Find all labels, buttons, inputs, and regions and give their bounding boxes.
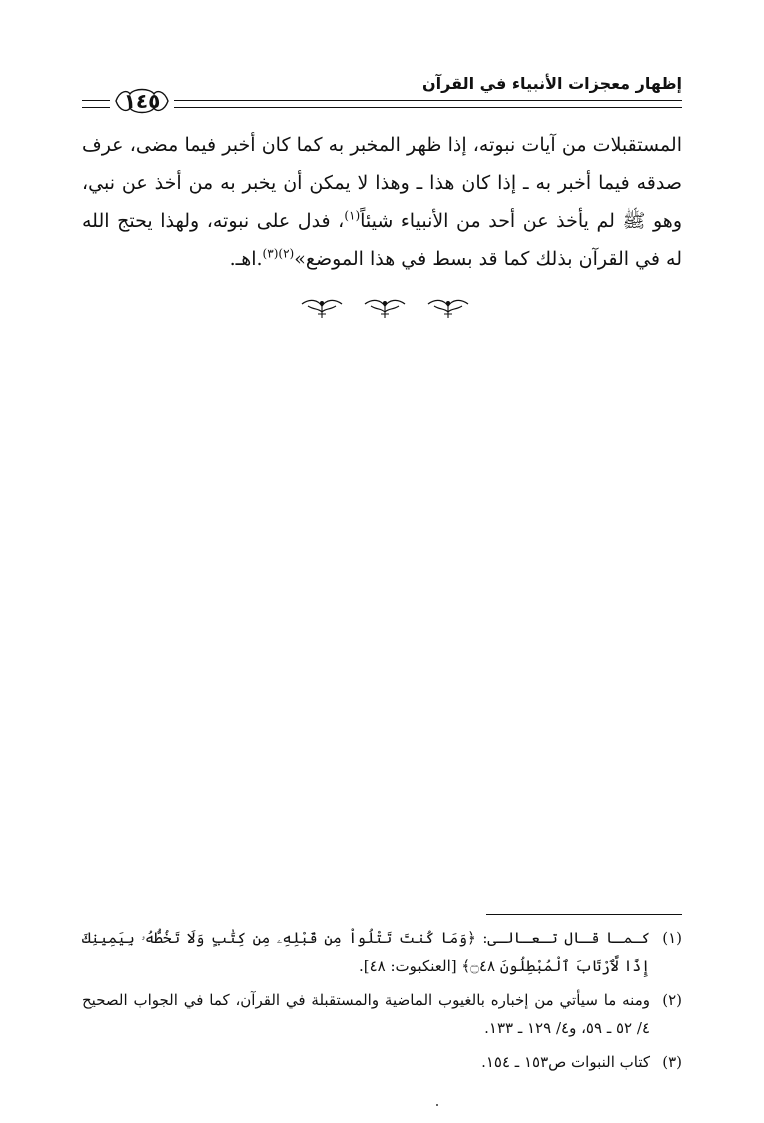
page-number-frame: [112, 86, 172, 116]
footnote-number: (٢): [662, 991, 682, 1009]
paragraph-part-3: .اهـ.: [229, 248, 263, 270]
floral-ornament-icon: [426, 296, 470, 320]
footnote-number: (٣): [662, 1053, 682, 1071]
page-number: ١٤٥: [123, 89, 161, 113]
footnote-ref-2: (٢): [278, 246, 295, 261]
footnote-item: [82, 1048, 682, 1076]
footnote-text: كتاب النبوات ص١٥٣ ـ ١٥٤.: [481, 1053, 650, 1071]
header-rule-left: [82, 100, 110, 108]
footnotes: [82, 924, 682, 1082]
footnote-ref-1: (١): [344, 208, 361, 223]
main-paragraph: [82, 126, 682, 278]
footnote-item: [82, 924, 682, 980]
footnote-number: (١): [662, 929, 682, 947]
scan-speck: [436, 1104, 438, 1106]
header-rule: [174, 100, 682, 108]
floral-ornament-icon: [363, 296, 407, 320]
footnote-ref-3: (٣): [262, 246, 279, 261]
footnote-text: كـمـا قـال تـعـالـى: ﴿وَمَا كُنتَ تَتْلُواْ مِن قَبْلِهِۦ مِن كِتَٰبٍ وَلَا تَخُطُّهُۥ بِيَمِينِكَ إِذًا لَّٱرْتَابَ ٱلْمُبْطِلُونَ ۝٤٨﴾ [العنكبوت: ٤٨].: [82, 929, 650, 975]
paragraph-part-2: ، فدل على نبوته، ولهذا يحتج الله له في القرآن بذلك كما قد بسط في هذا الموضع»: [82, 210, 682, 270]
footnote-item: [82, 986, 682, 1042]
section-divider: [300, 296, 470, 322]
footnote-separator: [486, 914, 682, 915]
floral-ornament-icon: [300, 296, 344, 320]
main-text: [82, 126, 682, 278]
paragraph-part-1: المستقبلات من آيات نبوته، إذا ظهر المخبر به كما كان أخبر فيما مضى، عرف صدقه فيما أخبر به ـ إذا كان هذا ـ وهذا لا يمكن أن يخبر به من أخذ عن نبي، وهو ﷺ لم يأخذ عن أحد من الأنبياء شيئاً: [82, 134, 682, 232]
page-header: [82, 74, 682, 114]
running-title: إظهار معجزات الأنبياء في القرآن: [421, 74, 682, 93]
footnote-text: ومنه ما سيأتي من إخباره بالغيوب الماضية والمستقبلة في القرآن، كما في الجواب الصحيح ٤/ ٥٢ ـ ٥٩، و٤/ ١٢٩ ـ ١٣٣.: [82, 991, 650, 1037]
